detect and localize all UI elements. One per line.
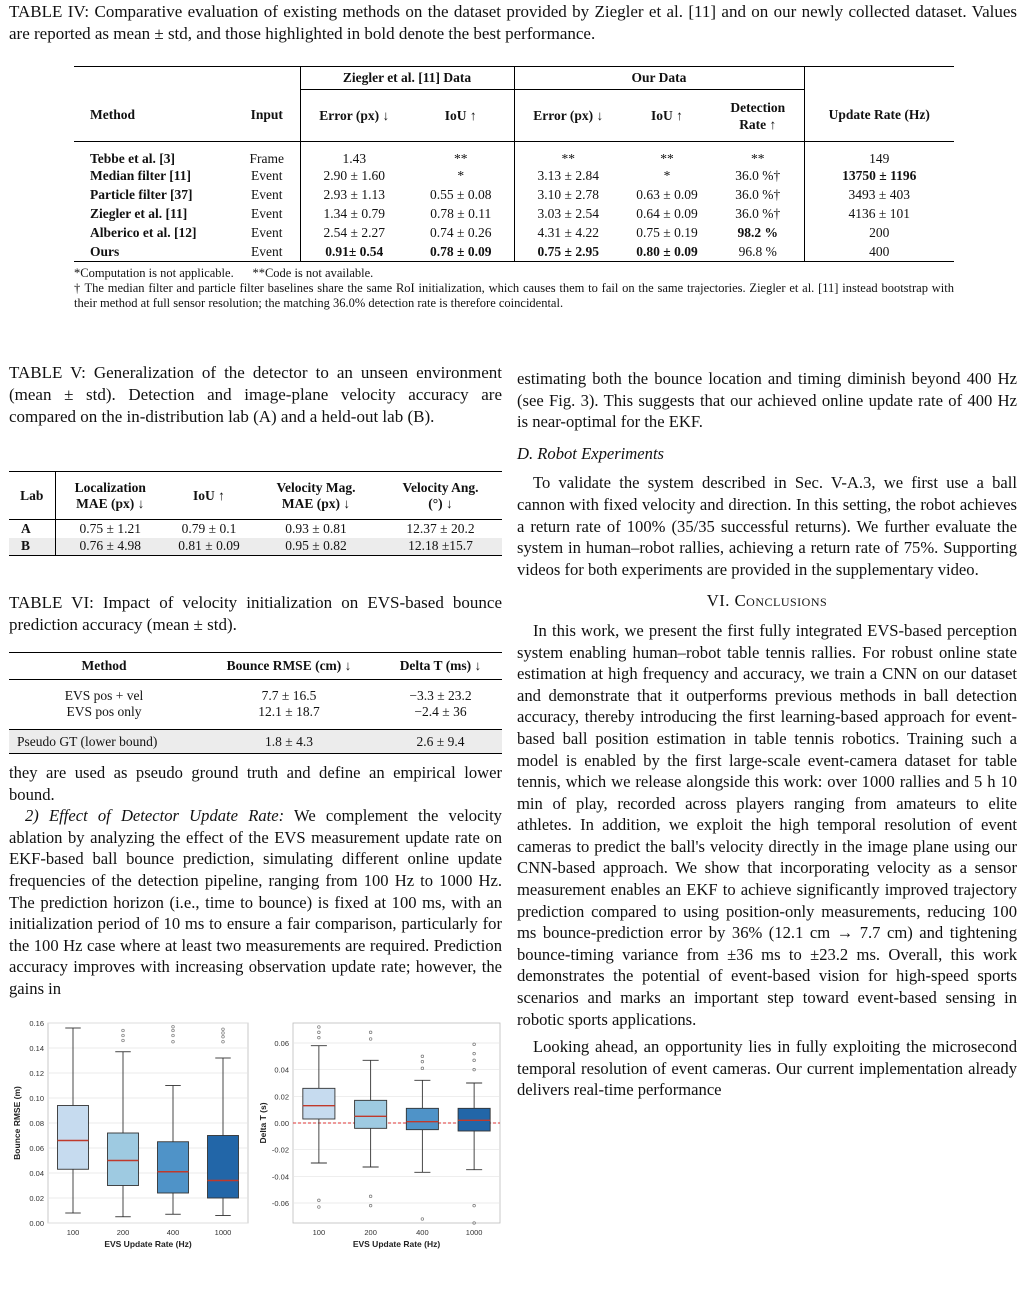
table4-h-err2: Error (px) ↓ bbox=[533, 107, 604, 123]
y-axis-label: Bounce RMSE (m) bbox=[12, 1086, 22, 1160]
right-para-1: estimating both the bounce location and timing diminish beyond 400 Hz (see Fig. 3). This suggests that our achieved online update rate of 400 Hz is near-optimal for the EKF. bbox=[517, 369, 1017, 432]
table4-cell-det: 96.8 % bbox=[738, 243, 777, 259]
table6-cell-rmse: 1.8 ± 4.3 bbox=[265, 733, 313, 749]
table5-h-loc1: Localization bbox=[74, 479, 146, 495]
boxplot-bounce-rmse bbox=[12, 1019, 248, 1249]
table5-body bbox=[9, 520, 502, 556]
table4-cell-method: Particle filter [37] bbox=[90, 187, 193, 202]
table5-grid bbox=[9, 471, 502, 556]
table4-fn-1b: **Code is not available. bbox=[252, 266, 374, 280]
box bbox=[406, 1108, 438, 1129]
table5-cell-va: 12.18 ±15.7 bbox=[408, 538, 473, 554]
table5-cell-va: 12.37 ± 20.2 bbox=[406, 520, 475, 536]
x-tick-label: 1000 bbox=[465, 1228, 483, 1237]
table5-cell-vm: 0.95 ± 0.82 bbox=[285, 538, 347, 554]
table6-body bbox=[9, 680, 502, 754]
box bbox=[108, 1133, 139, 1186]
box bbox=[303, 1088, 335, 1119]
table4-cell-iou2: 0.80 ± 0.09 bbox=[636, 243, 698, 259]
table4-cell-err2: 4.31 ± 4.22 bbox=[537, 225, 599, 240]
table4-cell-iou2: 0.75 ± 0.19 bbox=[636, 225, 698, 240]
table4-cell-err1: 1.34 ± 0.79 bbox=[323, 206, 385, 221]
table4-cell-iou1: 0.78 ± 0.11 bbox=[408, 205, 514, 224]
section-d-heading: D. Robot Experiments bbox=[517, 443, 665, 463]
right-para-2: To validate the system described in Sec. V-A.3, we first use a ball cannon with fixed velocity and direction. In this setting, the robot achieves a return rate of 100% (35/35 successful returns). We further evaluate the system in human–robot rallies, achieving a return rate of 75%. Supporting videos for both experiments are provided in the supplementary video. bbox=[517, 473, 1017, 579]
section-6-heading: VI. Conclusions bbox=[706, 591, 828, 611]
table5 bbox=[9, 471, 502, 556]
table4-caption: TABLE IV: Comparative evaluation of existing methods on the dataset provided by Ziegler et al. [11] and on our newly collected dataset. Values are reported as mean ± std, and those highlighted in bold denote the best performance. bbox=[9, 2, 1017, 43]
table6-h-rmse: Bounce RMSE (cm) ↓ bbox=[226, 658, 352, 673]
table6-cell-rmse: 7.7 ± 16.5 bbox=[261, 687, 317, 703]
table6-cell-rmse: 12.1 ± 18.7 bbox=[258, 703, 320, 719]
table5-h-iou: IoU ↑ bbox=[193, 487, 225, 503]
box bbox=[355, 1100, 387, 1128]
table4-cell-upd: 13750 ± 1196 bbox=[804, 167, 954, 186]
table4-cell-det: ** bbox=[751, 150, 765, 166]
subsection-heading-2: 2) Effect of Detector Update Rate: bbox=[25, 806, 285, 826]
table4-cell-err1: 2.54 ± 2.27 bbox=[323, 225, 385, 240]
left-para-1: they are used as pseudo ground truth and define an empirical lower bound. bbox=[9, 763, 502, 804]
table4-cell-input: Event bbox=[234, 205, 300, 224]
y-tick-label: 0.04 bbox=[29, 1169, 44, 1178]
right-para-4: Looking ahead, an opportunity lies in fully exploiting the microsecond temporal resolution of event cameras. Our current implementation already delivers real-time performance bbox=[517, 1037, 1017, 1100]
y-tick-label: 0.02 bbox=[274, 1092, 289, 1102]
table4-cell-input: Event bbox=[234, 186, 300, 205]
x-tick-label: 200 bbox=[116, 1228, 130, 1237]
table5-h-vm2: MAE (px) ↓ bbox=[281, 495, 351, 511]
x-axis-label: EVS Update Rate (Hz) bbox=[352, 1239, 441, 1249]
table4-cell-iou1: ** bbox=[408, 142, 514, 167]
table6-cell-dt: −3.3 ± 23.2 bbox=[409, 687, 472, 703]
table6-row bbox=[9, 730, 502, 754]
table4-h-err1: Error (px) ↓ bbox=[319, 107, 390, 123]
table4-cell-iou1: * bbox=[408, 167, 514, 186]
y-tick-label: -0.02 bbox=[271, 1145, 289, 1155]
table5-row bbox=[9, 538, 502, 556]
table4-fn-2: † The median filter and particle filter baselines share the same RoI initialization, which causes them to fail on the same trajectories. Ziegler et al. [11] instead bootstrap with their method at full sensor resolution; the matching 36.0% detection rate is therefore coincidental. bbox=[74, 281, 954, 310]
table5-h-loc2: MAE (px) ↓ bbox=[76, 495, 145, 511]
table6-row bbox=[9, 680, 502, 704]
y-tick-label: 0.06 bbox=[274, 1039, 289, 1048]
y-tick-label: 0.14 bbox=[29, 1044, 44, 1053]
y-tick-label: -0.06 bbox=[271, 1199, 289, 1208]
table4-cell-det: 36.0 %† bbox=[735, 168, 781, 183]
table4-cell-iou1: 0.55 ± 0.08 bbox=[408, 186, 514, 205]
table4-cell-method: Alberico et al. [12] bbox=[90, 225, 197, 240]
table6-cell-method: Pseudo GT (lower bound) bbox=[17, 733, 158, 749]
table4-row bbox=[74, 205, 954, 224]
y-tick-label: 0.12 bbox=[29, 1069, 44, 1078]
table4-cell-upd: 149 bbox=[804, 142, 954, 167]
table4-cell-err2: 3.03 ± 2.54 bbox=[537, 206, 599, 221]
table5-row bbox=[9, 520, 502, 538]
y-tick-label: 0.08 bbox=[29, 1119, 44, 1128]
left-para-2 bbox=[9, 805, 502, 999]
x-tick-label: 400 bbox=[166, 1228, 180, 1237]
table5-cell-lab: A bbox=[9, 520, 55, 538]
table5-h-va2: (°) ↓ bbox=[428, 495, 453, 511]
table4-body bbox=[74, 142, 954, 262]
table4-cell-iou1: 0.74 ± 0.26 bbox=[408, 224, 514, 243]
figure-3-boxplots bbox=[8, 1018, 508, 1276]
table4-cell-err2: 0.75 ± 2.95 bbox=[537, 243, 599, 259]
table6-h-method: Method bbox=[81, 658, 127, 673]
y-tick-label: 0.02 bbox=[29, 1194, 44, 1203]
left-column-text bbox=[9, 762, 502, 1000]
table4-row bbox=[74, 142, 954, 167]
table4-row bbox=[74, 186, 954, 205]
table6-cell-method: EVS pos + vel bbox=[64, 687, 144, 703]
table4-cell-upd: 4136 ± 101 bbox=[804, 205, 954, 224]
table4-cell-err1: 2.93 ± 1.13 bbox=[323, 187, 385, 202]
table4-cell-iou2: 0.63 ± 0.09 bbox=[636, 187, 698, 202]
table4-cell-upd: 400 bbox=[804, 243, 954, 262]
y-axis-label: Delta T (s) bbox=[258, 1102, 268, 1144]
table4-cell-iou1: 0.78 ± 0.09 bbox=[408, 243, 514, 262]
table6-cell-dt: 2.6 ± 9.4 bbox=[416, 733, 465, 749]
table5-cell-vm: 0.93 ± 0.81 bbox=[285, 520, 347, 536]
table5-cell-lab: B bbox=[9, 538, 55, 556]
table5-cell-iou: 0.81 ± 0.09 bbox=[178, 538, 240, 554]
table4-cell-input: Event bbox=[234, 167, 300, 186]
y-tick-label: 0.10 bbox=[29, 1094, 44, 1103]
table5-h-lab: Lab bbox=[9, 472, 55, 520]
table5-caption: TABLE V: Generalization of the detector to an unseen environment (mean ± std). Detection and image-plane velocity accuracy are compared on the in-distribution lab (A) and a held-out lab (B). bbox=[9, 363, 502, 426]
table4-grid bbox=[74, 66, 954, 262]
table4-h-iou2: IoU ↑ bbox=[651, 107, 683, 123]
table6 bbox=[9, 652, 502, 754]
table4-row bbox=[74, 224, 954, 243]
box bbox=[58, 1106, 89, 1170]
table6-cell-dt: −2.4 ± 36 bbox=[414, 703, 467, 719]
x-axis-label: EVS Update Rate (Hz) bbox=[104, 1239, 192, 1249]
table4-fn-1a: *Computation is not applicable. bbox=[74, 266, 234, 280]
table4-cell-err2: 3.10 ± 2.78 bbox=[537, 187, 599, 202]
table4-cell-upd: 3493 ± 403 bbox=[804, 186, 954, 205]
table4-cell-method: Ours bbox=[90, 243, 120, 259]
y-tick-label: 0.00 bbox=[274, 1119, 289, 1128]
boxplot-delta-t bbox=[258, 1023, 500, 1249]
table4-h-iou1: IoU ↑ bbox=[408, 90, 514, 142]
x-tick-label: 100 bbox=[312, 1228, 326, 1237]
table5-h-vm1: Velocity Mag. bbox=[276, 479, 356, 495]
table4-cell-det: 36.0 %† bbox=[735, 187, 781, 202]
table5-cell-loc: 0.76 ± 4.98 bbox=[79, 538, 141, 554]
table4 bbox=[74, 66, 954, 262]
box bbox=[208, 1136, 239, 1199]
y-tick-label: 0.16 bbox=[29, 1019, 44, 1028]
table4-cell-input: Event bbox=[234, 224, 300, 243]
table6-caption: TABLE VI: Impact of velocity initialization on EVS-based bounce prediction accuracy (mean ± std). bbox=[9, 593, 502, 634]
table4-cell-err2: 3.13 ± 2.84 bbox=[537, 168, 599, 183]
x-tick-label: 400 bbox=[416, 1228, 429, 1237]
table4-footnotes bbox=[74, 266, 954, 311]
table4-h-det: Detection Rate ↑ bbox=[730, 99, 786, 132]
table6-cell-method: EVS pos only bbox=[66, 703, 142, 719]
y-tick-label: 0.00 bbox=[29, 1219, 44, 1228]
table4-cell-err1: 2.90 ± 1.60 bbox=[323, 168, 385, 183]
table4-cell-err1: 1.43 bbox=[342, 150, 367, 166]
table5-cell-iou: 0.79 ± 0.1 bbox=[181, 520, 237, 536]
table4-h-upd: Update Rate (Hz) bbox=[804, 90, 954, 142]
table4-row bbox=[74, 167, 954, 186]
box bbox=[158, 1142, 189, 1193]
table4-group-ziegler: Ziegler et al. [11] Data bbox=[300, 67, 514, 90]
left-para-2-text: We complement the velocity ablation by analyzing the effect of the EVS measurement update rate on EKF-based ball bounce prediction, simulating different online update frequencies of the detection pipeline, ranging from 100 Hz to 1000 Hz. The prediction horizon (i.e., time to bounce) is fixed at 100 ms, with an initialization period of 10 ms to ensure a fair comparison, particularly for the 100 Hz case where at least two measurements are required. Prediction accuracy improves with increasing observation update rate; however, the gains in bbox=[9, 806, 502, 998]
table4-cell-method: Tebbe et al. [3] bbox=[90, 150, 175, 166]
y-tick-label: -0.04 bbox=[271, 1172, 289, 1182]
y-tick-label: 0.04 bbox=[274, 1065, 289, 1075]
table4-cell-upd: 200 bbox=[804, 224, 954, 243]
x-tick-label: 1000 bbox=[214, 1228, 232, 1237]
table4-cell-err1: 0.91± 0.54 bbox=[325, 243, 384, 259]
table4-cell-method: Median filter [11] bbox=[90, 168, 191, 183]
table4-row bbox=[74, 243, 954, 262]
table6-row bbox=[9, 704, 502, 730]
table6-h-dt: Delta T (ms) ↓ bbox=[399, 658, 482, 673]
right-column-text bbox=[517, 368, 1017, 1101]
table4-cell-iou2: 0.64 ± 0.09 bbox=[636, 206, 698, 221]
right-para-3: In this work, we present the first fully integrated EVS-based perception system enabling human–robot table tennis rallies. For robust online state estimation at high frequency and accuracy, we train a CNN on our dataset and demonstrate that it outperforms previous methods in ball detection accuracy, thereby introducing the first learning-based approach for event-based ball position estimation in table tennis robotics. Training such a model is enabled by the first large-scale event-camera dataset for table tennis, which we release alongside this work: over 1000 rallies and 5 h 10 min of play, recorded across players ranging from amateurs to elite athletes. In addition, we exploit the high temporal resolution of event cameras to predict the ball's velocity directly in the image plane using our CNN-based approach. We show that incorporating velocity as a sensor measurement enables an EKF to achieve significantly improved trajectory prediction compared to using position-only measurements, reducing 100 ms bounce-prediction error by 36% (12.1 cm → 7.7 cm) and tightening bounce-timing variance from ±36 ms to ±23.2 ms. Overall, this work demonstrates the potential of event-based vision for high-speed sports scenarios and marks an important step toward event-based sensing in robotic sports applications. bbox=[517, 620, 1017, 1029]
table4-group-ours: Our Data bbox=[514, 67, 804, 90]
table5-h-va1: Velocity Ang. bbox=[402, 479, 479, 495]
table4-cell-iou2: * bbox=[663, 168, 671, 183]
table6-grid bbox=[9, 652, 502, 754]
table4-cell-input: Frame bbox=[234, 142, 300, 167]
table4-cell-det: 36.0 %† bbox=[735, 206, 781, 221]
x-tick-label: 200 bbox=[364, 1228, 377, 1237]
table4-h-input: Input bbox=[234, 90, 300, 142]
table4-cell-det: 98.2 % bbox=[737, 225, 778, 240]
y-tick-label: 0.06 bbox=[29, 1144, 44, 1153]
table4-cell-iou2: ** bbox=[660, 150, 674, 166]
x-tick-label: 100 bbox=[66, 1228, 80, 1237]
table5-cell-loc: 0.75 ± 1.21 bbox=[79, 520, 141, 536]
table4-cell-err2: ** bbox=[561, 150, 575, 166]
table4-cell-method: Ziegler et al. [11] bbox=[90, 206, 188, 221]
table4-h-method: Method bbox=[90, 107, 135, 123]
table4-cell-input: Event bbox=[234, 243, 300, 262]
